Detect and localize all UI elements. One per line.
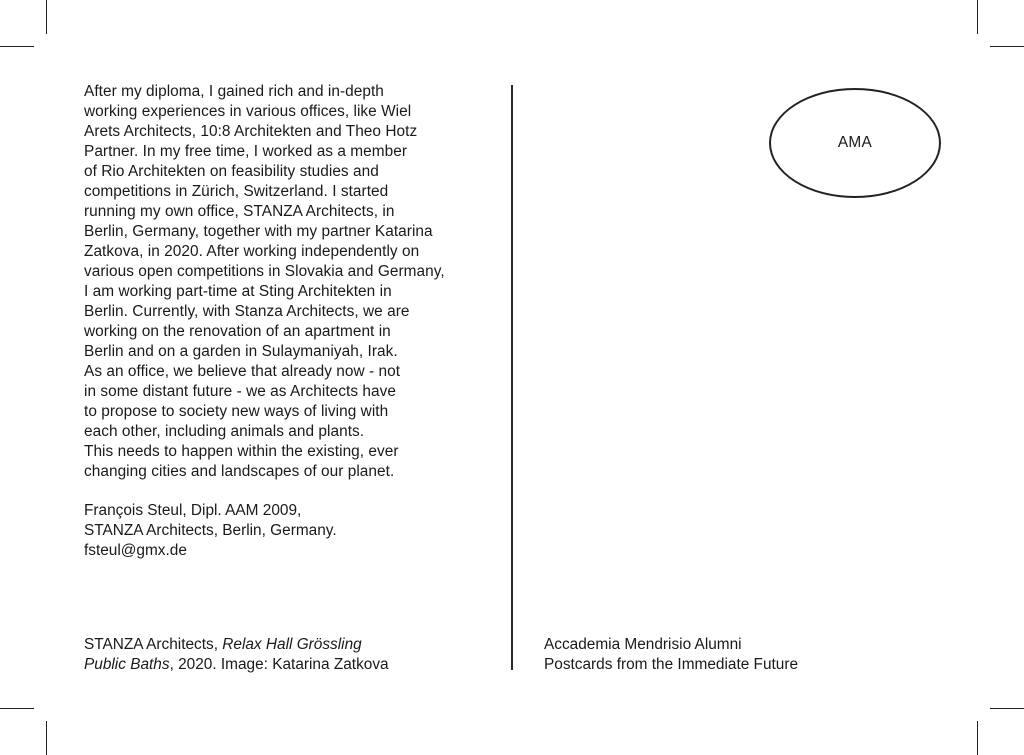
body-paragraph <box>84 82 504 482</box>
body-line: As an office, we believe that already now - not <box>84 363 401 380</box>
crop-mark-bottom-right-vertical <box>977 721 978 755</box>
body-line: I am working part-time at Sting Architekten in <box>84 283 392 300</box>
body-line: Berlin. Currently, with Stanza Architects, we are <box>84 303 410 320</box>
caption-rest: , 2020. Image: Katarina Zatkova <box>169 656 389 673</box>
postcard-body-text <box>84 82 504 482</box>
signature-email: fsteul@gmx.de <box>84 542 187 559</box>
caption-title-part2: Public Baths <box>84 656 170 673</box>
body-line: Berlin and on a garden in Sulaymaniyah, Irak. <box>84 343 398 360</box>
crop-mark-bottom-right-horizontal <box>990 708 1024 709</box>
crop-mark-top-left-horizontal <box>0 46 34 47</box>
caption-title-part1: Relax Hall Grössling <box>222 636 362 653</box>
body-line: competitions in Zürich, Switzerland. I started <box>84 183 389 200</box>
ama-stamp <box>769 88 941 198</box>
footer-line-1: Accademia Mendrisio Alumni <box>544 636 742 653</box>
body-line: running my own office, STANZA Architects, in <box>84 203 395 220</box>
body-line: changing cities and landscapes of our planet. <box>84 463 395 480</box>
image-caption <box>84 635 389 675</box>
body-line: This needs to happen within the existing, ever <box>84 443 399 460</box>
body-line: various open competitions in Slovakia and Germany, <box>84 263 445 280</box>
body-line: working on the renovation of an apartment in <box>84 323 391 340</box>
body-line: working experiences in various offices, like Wiel <box>84 103 412 120</box>
stamp-label: AMA <box>837 134 873 151</box>
body-line: Zatkova, in 2020. After working independently on <box>84 243 420 260</box>
caption-line-2 <box>84 655 389 675</box>
crop-mark-top-left-vertical <box>46 0 47 34</box>
signature-block <box>84 501 337 561</box>
caption-line-1 <box>84 635 389 655</box>
body-line: After my diploma, I gained rich and in-depth <box>84 83 384 100</box>
signature-office: STANZA Architects, Berlin, Germany. <box>84 522 337 539</box>
body-line: in some distant future - we as Architects have <box>84 383 396 400</box>
crop-mark-top-right-horizontal <box>990 46 1024 47</box>
body-line: to propose to society new ways of living with <box>84 403 389 420</box>
body-line: of Rio Architekten on feasibility studies and <box>84 163 379 180</box>
crop-mark-top-right-vertical <box>977 0 978 34</box>
postcard-divider <box>511 85 513 670</box>
postcard-footer <box>544 635 798 675</box>
caption-office: STANZA Architects, <box>84 636 223 653</box>
signature-name: François Steul, Dipl. AAM 2009, <box>84 502 302 519</box>
footer-line-2: Postcards from the Immediate Future <box>544 656 799 673</box>
body-line: each other, including animals and plants. <box>84 423 365 440</box>
crop-mark-bottom-left-horizontal <box>0 708 34 709</box>
body-line: Berlin, Germany, together with my partner Katarina <box>84 223 433 240</box>
crop-mark-bottom-left-vertical <box>46 721 47 755</box>
body-line: Partner. In my free time, I worked as a member <box>84 143 408 160</box>
body-line: Arets Architects, 10:8 Architekten and Theo Hotz <box>84 123 418 140</box>
